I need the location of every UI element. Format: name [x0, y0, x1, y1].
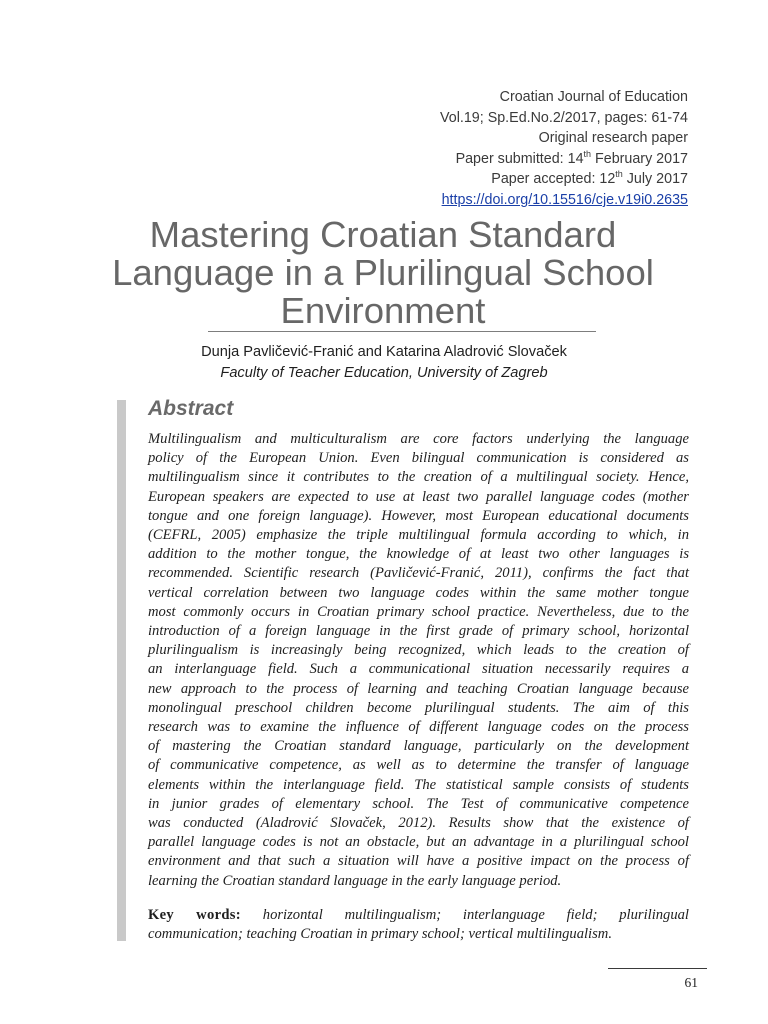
abstract-line: vertical correlation between two language codes within the same mother tongue [148, 584, 689, 601]
abstract-line: new approach to the process of learning and teaching Croatian language because [148, 680, 689, 697]
accepted-ordinal: th [615, 169, 623, 180]
submitted-prefix: Paper submitted: 14 [455, 150, 584, 167]
footer-divider [608, 968, 707, 969]
abstract-line: parallel language codes is not an obstacle, but an advantage in a plurilingual school [148, 834, 689, 851]
abstract-line: environment and that such a situation will have a positive impact on the process of [148, 853, 689, 870]
abstract-line: recommended. Scientific research (Pavličević-Franić, 2011), confirms the fact that [148, 565, 689, 582]
abstract-line: most commonly occurs in Croatian primary school practice. Nevertheless, due to the [148, 603, 689, 620]
abstract-line: addition to the mother tongue, the knowledge of at least two other languages is [148, 546, 689, 563]
abstract-line: multilingualism since it contributes to the creation of a multilingual society. Hence, [148, 469, 689, 486]
keywords-text: horizontal multilingualism; interlanguage field; plurilingual [240, 907, 689, 923]
submitted-suffix: February 2017 [591, 150, 688, 167]
title-line: Mastering Croatian Standard [149, 214, 617, 255]
accepted-date [268, 169, 688, 190]
doi-link[interactable]: https://doi.org/10.15516/cje.v19i0.2635 [441, 191, 688, 208]
title-line: Environment [280, 290, 486, 331]
accepted-prefix: Paper accepted: 12 [491, 171, 616, 188]
abstract-line: of communicative competence, as well as to determine the transfer of language [148, 757, 689, 774]
paper-type: Original research paper [538, 130, 688, 147]
abstract-line: an interlanguage field. Such a communicational situation necessarily requires a [148, 661, 689, 678]
abstract-line: of mastering the Croatian standard language, particularly on the development [148, 738, 689, 755]
keywords-line: communication; teaching Croatian in primary school; vertical multilingualism. [148, 926, 612, 943]
title-divider [208, 331, 596, 332]
abstract-line: research was to examine the influence of different language codes on the process [148, 719, 689, 736]
journal-name: Croatian Journal of Education [499, 89, 688, 105]
abstract-line: plurilingualism is increasingly being recognized, which leads to the creation of [148, 642, 689, 659]
abstract-line: policy of the European Union. Even bilingual communication is considered as [148, 450, 689, 467]
abstract-side-bar [117, 400, 126, 941]
keywords-line [148, 906, 689, 925]
abstract-line: European speakers are expected to use at least two parallel language codes (mother [148, 488, 689, 505]
abstract-line: Multilingualism and multiculturalism are core factors underlying the language [148, 431, 689, 447]
accepted-suffix: July 2017 [622, 171, 688, 188]
abstract-line: elements within the interlanguage field. The statistical sample consists of students [148, 776, 689, 793]
submitted-ordinal: th [583, 149, 592, 160]
abstract-line: (CEFRL, 2005) emphasize the triple multilingual formula according to which, in [148, 527, 689, 544]
paper-title [60, 216, 706, 330]
abstract-line: in junior grades of elementary school. The Test of communicative competence [148, 795, 689, 812]
author-names: Dunja Pavličević-Franić and Katarina Aladrović Slovaček [201, 344, 567, 360]
abstract-line: tongue and one foreign language). However, most European educational documents [148, 507, 689, 524]
abstract-line: monolingual preschool children become plurilingual students. The aim of this [148, 699, 689, 716]
submitted-date [268, 149, 688, 170]
keywords-label: Key words: [148, 907, 241, 923]
keywords-block [148, 906, 689, 944]
page-number: 61 [684, 975, 698, 990]
author-affiliation: Faculty of Teacher Education, University of Zagreb [220, 365, 548, 381]
volume-info: Vol.19; Sp.Ed.No.2/2017, pages: 61-74 [440, 109, 688, 126]
abstract-text [148, 430, 689, 891]
abstract-line: was conducted (Aladrović Slovaček, 2012). Results show that the existence of [148, 815, 689, 832]
abstract-heading: Abstract [148, 397, 234, 420]
abstract-line: introduction of a foreign language in the first grade of primary school, horizontal [148, 623, 689, 640]
title-line: Language in a Plurilingual School [112, 252, 654, 293]
article-metadata [268, 87, 688, 211]
abstract-line: learning the Croatian standard language in the early language period. [148, 872, 562, 889]
